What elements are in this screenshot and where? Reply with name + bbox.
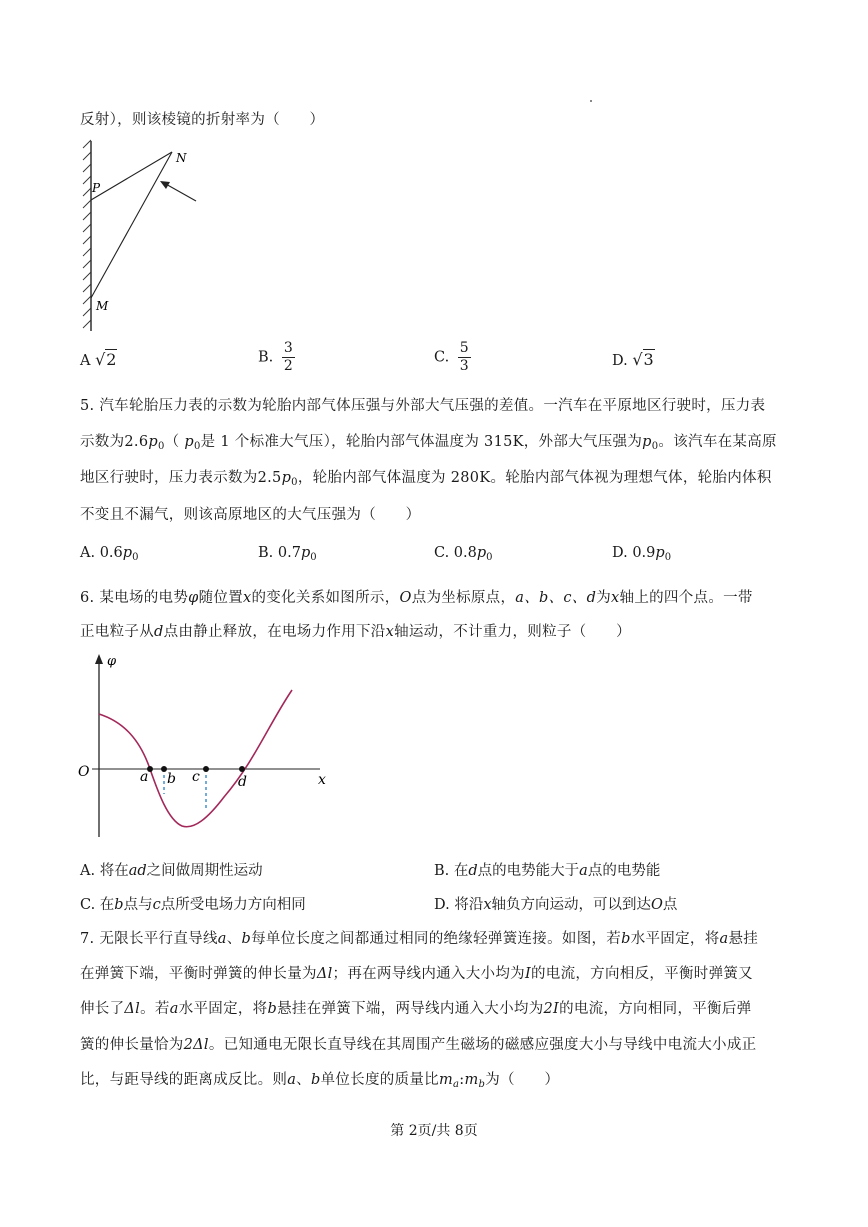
point-d: [239, 766, 245, 772]
q5-option-c: C. $0.8p_0$: [434, 545, 493, 563]
edge-pn: [91, 152, 172, 200]
q5-line-2: 示数为$2.6p_0$（ $p_0$是 1 个标准大气压），轮胎内部气体温度为 315K，外部大气压强为$p_0$。该汽车在某高原: [80, 434, 777, 452]
q5-option-d: D. $0.9p_0$: [612, 545, 672, 563]
y-label: φ: [107, 654, 117, 669]
incident-ray: [164, 183, 196, 201]
q6-option-b: B. 在d点的电势能大于a点的电势能: [434, 863, 661, 879]
q7-line-2: 在弹簧下端，平衡时弹簧的伸长量为Δl；再在两导线内通入大小均为I的电流，方向相反，平衡时弹簧又: [80, 966, 753, 982]
label-p: P: [92, 181, 101, 195]
q6-option-d: D. 将沿x轴负方向运动，可以到达O点: [434, 897, 678, 913]
label-n: N: [176, 151, 187, 165]
q7-line-4: 簧的伸长量恰为2Δl。已知通电无限长直导线在其周围产生磁场的磁感应强度大小与导线中电流大小成正: [80, 1037, 757, 1053]
scan-speck: [590, 100, 592, 102]
q7-line-1: 7. 无限长平行直导线a、b每单位长度之间都通过相同的绝缘轻弹簧连接。如图，若b水平固定，将a悬挂: [80, 931, 759, 947]
q7-line-5: 比，与距导线的距离成反比。则a、b单位长度的质量比$m_a:m_b$为（ ）: [80, 1072, 560, 1090]
y-axis-arrow: [95, 654, 103, 664]
potential-curve: [99, 690, 292, 827]
q6-line-1: 6. 某电场的电势φ随位置x的变化关系如图所示，O点为坐标原点，a、b、c、d为x轴上的四个点。一带: [80, 590, 753, 606]
label-c: c: [192, 769, 200, 785]
label-d: d: [238, 774, 247, 790]
point-c: [203, 766, 209, 772]
q6-option-a: A. 将在ad之间做周期性运动: [80, 863, 263, 879]
q5-option-a: A. $0.6p_0$: [80, 545, 139, 563]
page-footer: 第 2页/共 8页: [390, 1123, 478, 1139]
mirror-hatching: [83, 140, 91, 328]
q4-continuation: 反射），则该棱镜的折射率为（ ）: [80, 112, 325, 128]
x-label: x: [318, 772, 326, 788]
potential-graph: [74, 652, 344, 842]
q4-option-a: A √2: [80, 350, 117, 369]
q5-line-4: 不变且不漏气，则该高原地区的大气压强为（ ）: [80, 507, 421, 523]
q6-option-c: C. 在b点与c点所受电场力方向相同: [80, 897, 306, 913]
q4-option-b: B. $\frac{3}{2}$: [258, 340, 293, 374]
q7-line-3: 伸长了Δl。若a水平固定，将b悬挂在弹簧下端，两导线内通入大小均为2I的电流，方向相同，平衡后弹: [80, 1001, 752, 1017]
label-a: a: [140, 769, 149, 785]
q5-line-1: 5. 汽车轮胎压力表的示数为轮胎内部气体压强与外部大气压强的差值。一汽车在平原地区行驶时，压力表: [80, 398, 766, 414]
q5-option-b: B. $0.7p_0$: [258, 545, 317, 563]
q4-option-d: D. √3: [612, 350, 654, 369]
label-m: M: [96, 299, 109, 313]
label-b: b: [167, 771, 176, 787]
edge-mn: [91, 152, 172, 298]
q6-line-2: 正电粒子从d点由静止释放，在电场力作用下沿x轴运动，不计重力，则粒子（ ）: [80, 624, 631, 640]
q5-line-3: 地区行驶时，压力表示数为$2.5p_0$，轮胎内部气体温度为 280K。轮胎内部气体视为理想气体，轮胎内体积: [80, 470, 772, 488]
q4-option-c: C. $\frac{5}{3}$: [434, 340, 469, 374]
origin-label: O: [78, 764, 90, 780]
prism-figure: [80, 138, 210, 338]
